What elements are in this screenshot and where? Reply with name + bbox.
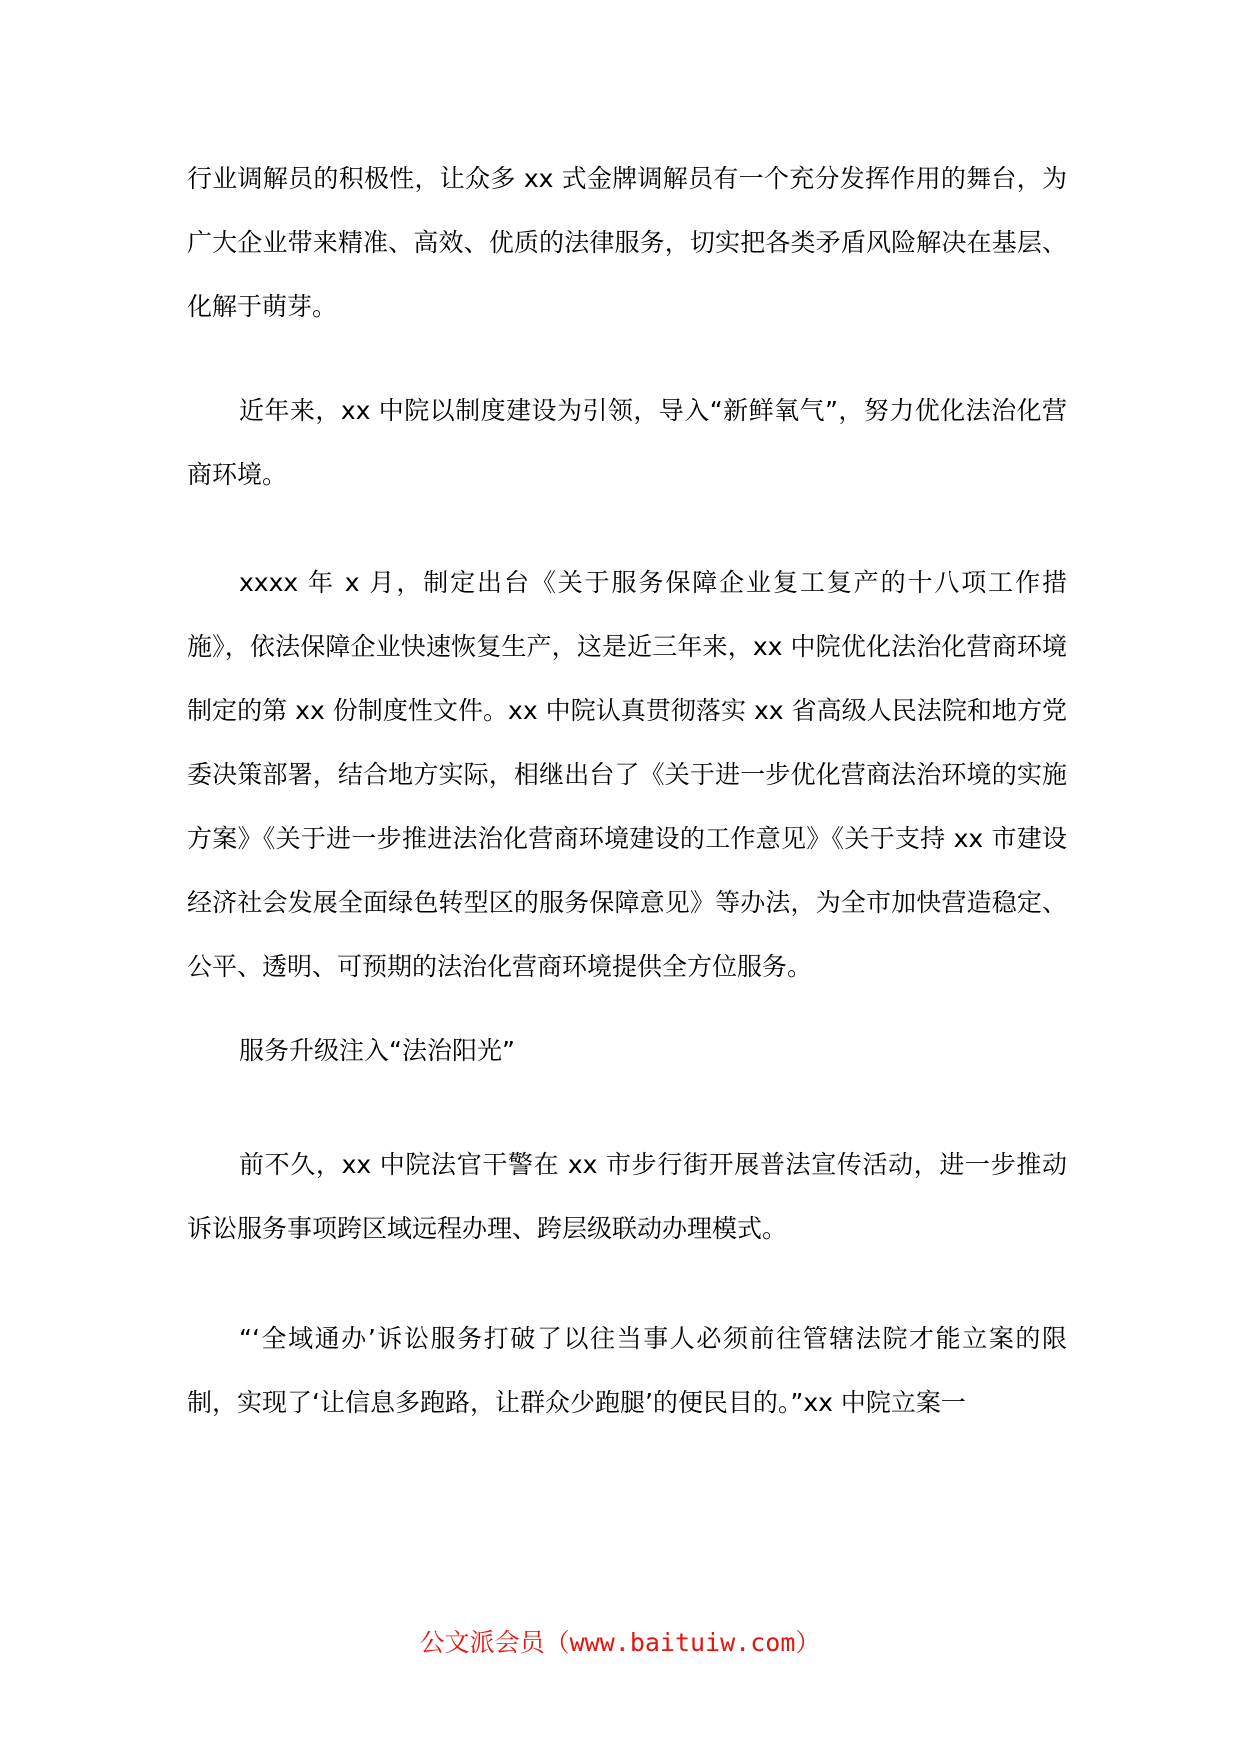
paragraph-policy-documents: xxxx 年 x 月，制定出台《关于服务保障企业复工复产的十八项工作措施》，依法保障企业快速恢复生产，这是近三年来，xx 中院优化法治化营商环境制定的第 xx 份制度性文件。xx 中院认真贯彻落实 xx 省高级人民法院和地方党委决策部署，结合地方实际，相继出台了《关于进一步优化营商法治环境的实施方案》《关于进一步推进法治化营商环境建设的工作意见》《关于支持 xx 市建设经济社会发展全面绿色转型区的服务保障意见》等办法，为全市加快营造稳定、公平、透明、可预期的法治化营商环境提供全方位服务。: [187, 568, 1067, 981]
section-heading: 服务升级注入“法治阳光”: [239, 1036, 515, 1065]
footer-paren-open: （: [544, 1628, 570, 1657]
footer-paren-close: ）: [795, 1628, 821, 1657]
footer-watermark: [0, 1625, 1240, 1661]
footer-label: 公文派会员: [419, 1628, 545, 1657]
footer-url-link[interactable]: www.baituiw.com: [569, 1628, 796, 1657]
paragraph-quote: “‘全域通办’诉讼服务打破了以往当事人必须前往管辖法院才能立案的限制，实现了‘让信息多跑路，让群众少跑腿’的便民目的。”xx 中院立案一: [187, 1324, 1067, 1417]
paragraph-intro-institution: 近年来，xx 中院以制度建设为引领，导入“新鲜氧气”，努力优化法治化营商环境。: [187, 396, 1067, 489]
paragraph-continuation: 行业调解员的积极性，让众多 xx 式金牌调解员有一个充分发挥作用的舞台，为广大企业带来精准、高效、优质的法律服务，切实把各类矛盾风险解决在基层、化解于萌芽。: [187, 164, 1067, 321]
paragraph-legal-promotion: 前不久，xx 中院法官干警在 xx 市步行街开展普法宣传活动，进一步推动诉讼服务事项跨区域远程办理、跨层级联动办理模式。: [187, 1150, 1067, 1243]
